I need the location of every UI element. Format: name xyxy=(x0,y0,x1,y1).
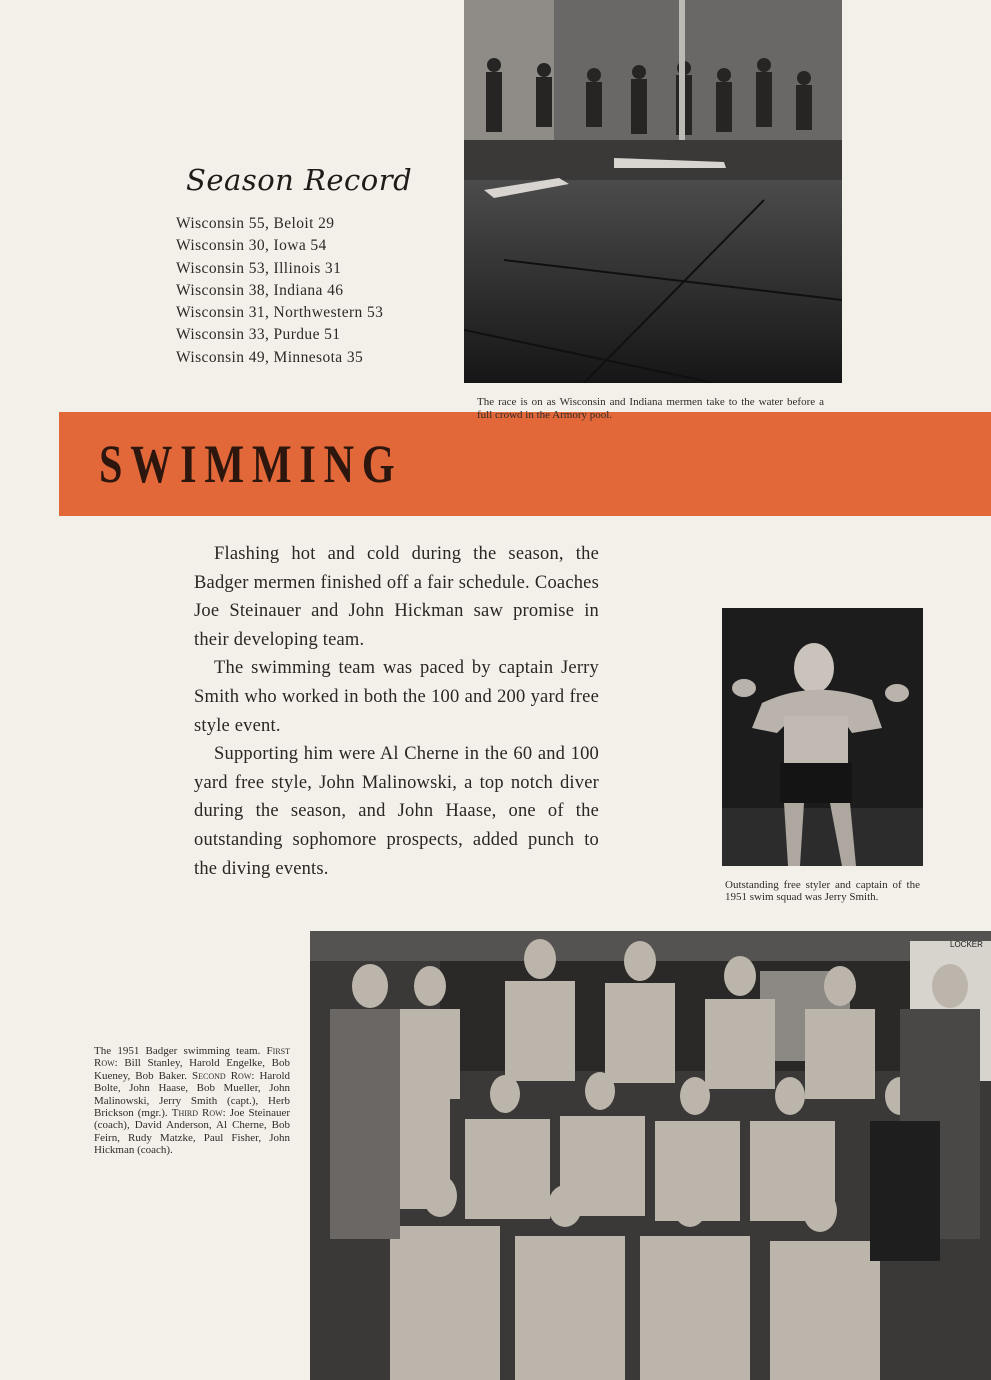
row-names: Bill Stanley, Harold Engelke, Bob Kueney, Bob Baker. xyxy=(94,1057,290,1082)
pool-photo xyxy=(464,0,842,383)
season-record-list xyxy=(176,213,436,369)
captain-photo-caption: Outstanding free styler and captain of the 1951 swim squad was Jerry Smith. xyxy=(725,879,920,903)
season-record-title: Season Record xyxy=(186,163,413,197)
row-label: Second Row: xyxy=(192,1069,255,1082)
article-paragraph: Flashing hot and cold during the season, the Badger mermen finished off a fair schedule. Coaches Joe Steinauer and John Hickman saw promise in their developing team. xyxy=(194,544,599,650)
season-result: Wisconsin 30, Iowa 54 xyxy=(176,237,327,255)
team-photo-caption xyxy=(94,1045,290,1157)
season-result: Wisconsin 53, Illinois 31 xyxy=(176,259,342,277)
season-result: Wisconsin 31, Northwestern 53 xyxy=(176,304,384,322)
locker-sign: LOCKER xyxy=(950,940,983,949)
season-result: Wisconsin 38, Indiana 46 xyxy=(176,281,344,299)
article-body xyxy=(194,540,599,883)
article-paragraph: Supporting him were Al Cherne in the 60 and 100 yard free style, John Malinowski, a top notch diver during the season, and John Haase, one of the outstanding sophomore prospects, added punch to the diving events. xyxy=(194,744,599,879)
row-label: First Row: xyxy=(94,1045,290,1070)
article-paragraph: The swimming team was paced by captain Jerry Smith who worked in both the 100 and 200 yard free style event. xyxy=(194,658,599,736)
row-label: Third Row: xyxy=(171,1107,226,1120)
season-result: Wisconsin 49, Minnesota 35 xyxy=(176,348,364,366)
season-result: Wisconsin 55, Beloit 29 xyxy=(176,215,335,232)
section-title: SWIMMING xyxy=(99,434,403,494)
row-names: Harold Bolte, John Haase, Bob Mueller, John Malinowski, Jerry Smith (capt.), Herb Brickson (mgr.). xyxy=(94,1069,290,1120)
season-result: Wisconsin 33, Purdue 51 xyxy=(176,326,341,344)
title-band xyxy=(59,412,991,516)
row-names: Joe Steinauer (coach), David Anderson, Al Cherne, Bob Feirn, Rudy Matzke, Paul Fisher, John Hickman (coach). xyxy=(94,1107,291,1157)
team-photo xyxy=(310,931,991,1380)
team-caption-intro: The 1951 Badger swimming team. xyxy=(94,1045,261,1057)
pool-photo-caption: The race is on as Wisconsin and Indiana mermen take to the water before a full crowd in the Armory pool. xyxy=(477,396,824,421)
captain-photo xyxy=(722,608,923,866)
